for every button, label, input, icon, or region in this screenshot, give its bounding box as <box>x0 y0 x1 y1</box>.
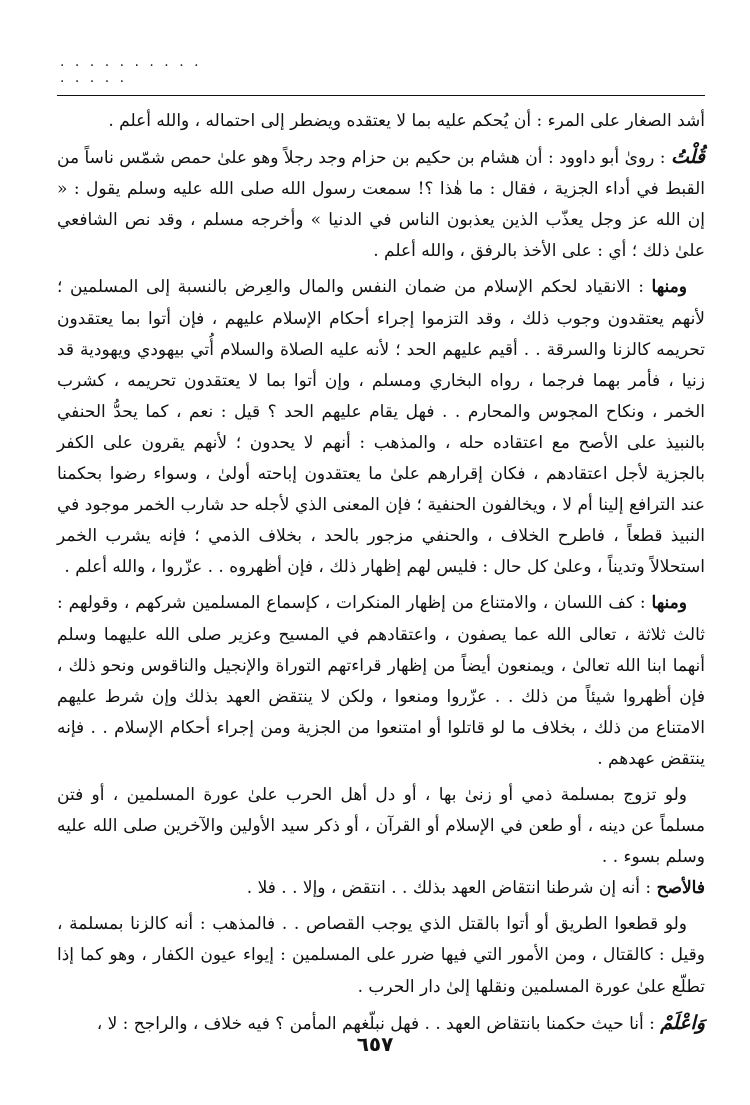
paragraph-7: ولو قطعوا الطريق أو أتوا بالقتل الذي يوجب القصاص . . فالمذهب : أنه كالزنا بمسلمة ، وقيل : كالقتال ، ومن الأمور التي فيها ضرر على المسلمين : إيواء عيون الكفار ، وهو كما إذا تطلّع علىٰ عورة المسلمين ونقلها إلىٰ دار الحرب . <box>57 914 705 997</box>
page-number: ٦٥٧ <box>356 1032 394 1056</box>
qultu-heading: قُلْتُ <box>670 146 706 169</box>
paragraph-3: ومنها : الانقياد لحكم الإسلام من ضمان النفس والمال والعِرض بالنسبة إلى المسلمين ؛ لأنهم يعتقدون وجوب ذلك ، وقد التزموا إجراء أحكام الإسلام عليهم ، فإن أتوا بما يعتقدون تحريمه كالزنا والسرقة . . أقيم عليهم الحد ؛ لأنه عليه الصلاة والسلام أُتي بيهودي ويهودية قد زنيا ، فأمر بهما فرجما ، رواه البخاري ومسلم ، وإن أتوا بما لا يعتقدون تحريمه ، كشرب الخمر ، ونكاح المجوس والمحارم . . فهل يقام عليهم الحد ؟ قيل : نعم ، كما يحدُّ الحنفي بالنبيذ على الأصح مع اعتقاده حله ، والمذهب : أنهم لا يحدون ؛ لأنهم يقرون على الكفر بالجزية لأجل اعتقادهم ، فكان إقرارهم علىٰ ما يعتقدون إباحته أولىٰ ، وسواء رضوا بحكمنا عند الترافع إلينا أم لا ، ويخالفون الحنفية ؛ فإن المعنى الذي لأجله حد شارب الخمر موجود في النبيذ قطعاً ، فاطرح الخلاف ، والحنفي مزجور بالحد ، بخلاف الذمي ؛ فإنه يشرب الخمر استحلالاً وتديناً ، وعلىٰ كل حال : فليس لهم إظهار ذلك ، فإن أظهروه . . عزّروا ، والله أعلم . <box>57 277 705 578</box>
header-dots: · · · · · · · · · · · · · · · <box>60 58 202 90</box>
paragraph-1: أشد الصغار على المرء : أن يُحكم عليه بما لا يعتقده ويضطر إلى احتماله ، والله أعلم . <box>108 111 705 131</box>
paragraph-8: وَاعْلَمْ : أنا حيث حكمنا بانتقاض العهد . . فهل نبلّغهم المأمن ؟ فيه خلاف ، والراجح : لا ، <box>96 1011 705 1034</box>
paragraph-4: ومنها : كف اللسان ، والامتناع من إظهار المنكرات ، كإسماع المسلمين شركهم ، وقولهم : ثالث ثلاثة ، تعالى الله عما يصفون ، واعتقادهم في المسيح وعزير صلى الله عليهما وسلم أنهما ابنا الله تعالىٰ ، ويمنعون أيضاً من إظهار قراءتهم التوراة والإنجيل والناقوس ونحو ذلك ، فإن أظهروا شيئاً من ذلك . . عزّروا ومنعوا ، ولكن لا ينتقض العهد بذلك وإن شرط عليهم الامتناع من ذلك ، بخلاف ما لو قاتلوا أو امتنعوا من الجزية ومن إجراء أحكام الإسلام . . فإنه ينتقض عهدهم . <box>57 593 705 769</box>
header-rule <box>57 95 705 96</box>
page-body <box>57 106 705 1040</box>
paragraph-5: ولو تزوج بمسلمة ذمي أو زنىٰ بها ، أو دل أهل الحرب علىٰ عورة المسلمين ، أو فتن مسلماً عن دينه ، أو طعن في الإسلام أو القرآن ، أو ذكر سيد الأولين والآخرين صلى الله عليه وسلم بسوء . . <box>57 784 705 868</box>
paragraph-2: قُلْتُ : روىٰ أبو داوود : أن هشام بن حكيم بن حزام وجد رجلاً وهو علىٰ حمص شمّس ناساً من القبط في أداء الجزية ، فقال : ما هٰذا ؟! سمعت رسول الله صلى الله عليه وسلم يقول : « إن الله عز وجل يعذّب الذين يعذبون الناس في الدنيا » وأخرجه مسلم ، وقد نص الشافعي علىٰ ذلك ؛ أي : على الأخذ بالرفق ، والله أعلم . <box>57 146 706 262</box>
paragraph-6: فالأصح : أنه إن شرطنا انتقاض العهد بذلك . . انتقض ، وإلا . . فلا . <box>246 878 705 899</box>
waalam-heading: وَاعْلَمْ <box>660 1011 705 1034</box>
